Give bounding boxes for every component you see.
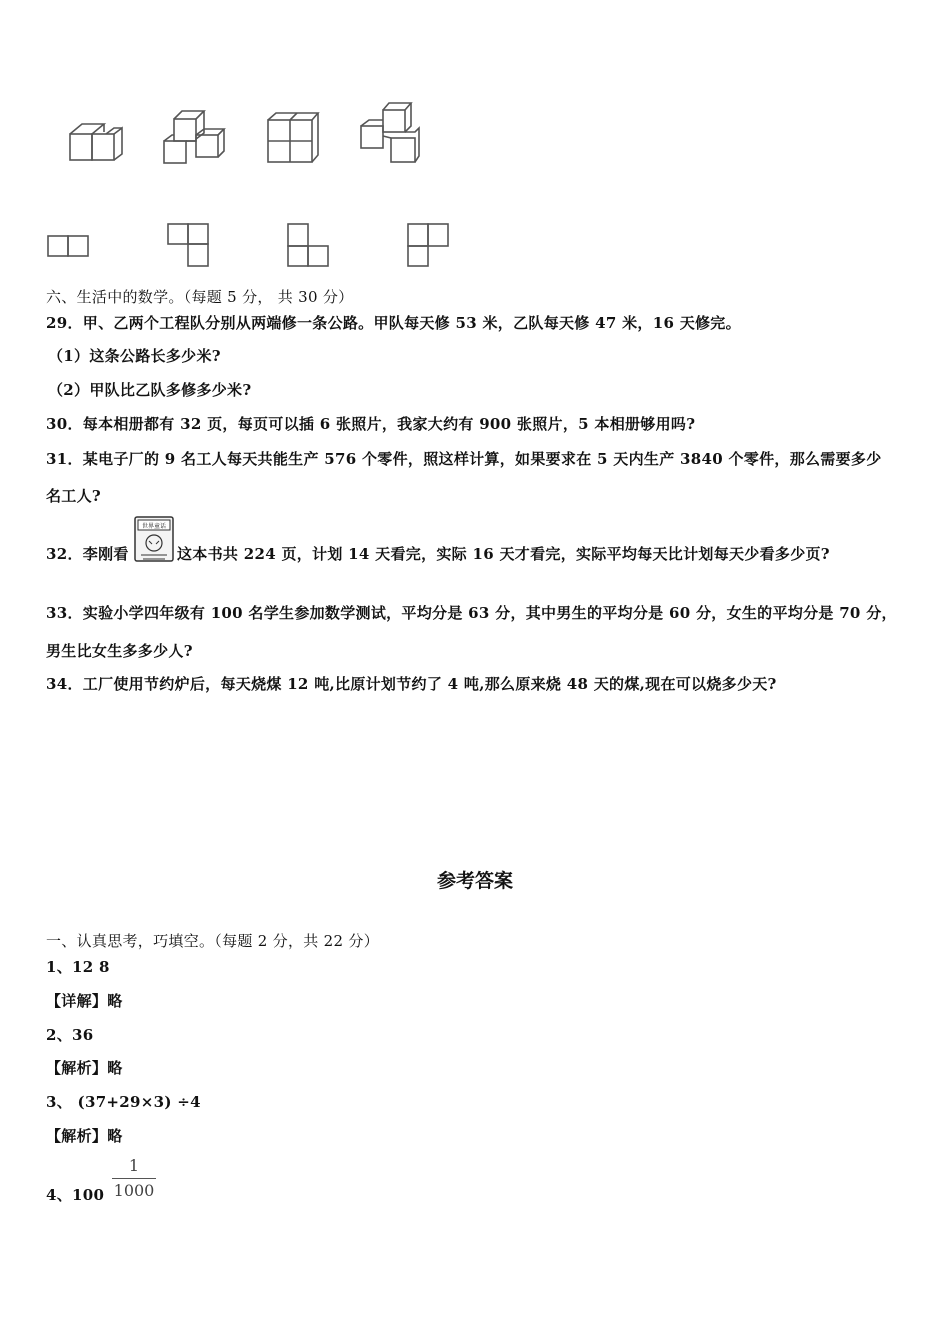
fraction-bar [112, 1178, 156, 1179]
cube-solid-figure-4 [357, 100, 423, 166]
question-31-line-1: 31．某电子厂的 9 名工人每天共能生产 576 个零件，照这样计算，如果要求在 5 天内生产 3840 个零件，那么需要多少 [46, 450, 882, 468]
answers-section-1-heading: 一、认真思考，巧填空。（每题 2 分，共 22 分） [46, 932, 380, 950]
answer-3: 3、 (37+29×3) ÷4 [46, 1093, 201, 1111]
cube-solid-figure-2 [160, 105, 226, 167]
answer-1-note: 【详解】略 [46, 992, 123, 1010]
book-title-text: 世界童话 [141, 523, 167, 530]
question-33-line-2: 男生比女生多多少人? [46, 642, 193, 660]
answer-1: 1、12 8 [46, 958, 110, 976]
book-icon [133, 515, 175, 565]
plane-view-figure-1 [46, 232, 92, 260]
question-34: 34．工厂使用节约炉后，每天烧煤 12 吨,比原计划节约了 4 吨,那么原来烧 48 天的煤,现在可以烧多少天? [46, 675, 777, 693]
question-29-part-1: （1）这条公路长多少米? [48, 347, 221, 365]
question-33-line-1: 33．实验小学四年级有 100 名学生参加数学测试，平均分是 63 分，其中男生的平均分是 60 分，女生的平均分是 70 分， [46, 604, 897, 622]
plane-view-figure-4 [404, 222, 452, 270]
fraction-denominator: 1000 [113, 1181, 155, 1200]
question-31-line-2: 名工人? [46, 487, 101, 505]
cube-solid-figure-3 [264, 110, 322, 166]
answer-2: 2、36 [46, 1026, 94, 1044]
fraction-numerator: 1 [128, 1156, 140, 1175]
question-32-suffix: 这本书共 224 页，计划 14 天看完，实际 16 天才看完，实际平均每天比计划每天少看多少页? [177, 545, 830, 563]
question-29-part-2: （2）甲队比乙队多修多少米? [48, 381, 252, 399]
question-30: 30．每本相册都有 32 页，每页可以插 6 张照片，我家大约有 900 张照片，5 本相册够用吗? [46, 415, 696, 433]
answers-title: 参考答案 [436, 870, 513, 892]
answer-4: 4、100 [46, 1186, 105, 1204]
plane-view-figure-2 [164, 222, 212, 270]
question-32-prefix: 32．李刚看 [46, 545, 129, 563]
question-29: 29．甲、乙两个工程队分别从两端修一条公路。甲队每天修 53 米，乙队每天修 47 米，16 天修完。 [46, 314, 741, 332]
answer-2-note: 【解析】略 [46, 1059, 123, 1077]
answer-3-note: 【解析】略 [46, 1127, 123, 1145]
answer-4-fraction [112, 1156, 156, 1201]
plane-view-figure-3 [284, 222, 332, 270]
section-6-heading: 六、生活中的数学。（每题 5 分， 共 30 分） [46, 288, 354, 306]
cube-solid-figure-1 [66, 118, 126, 166]
